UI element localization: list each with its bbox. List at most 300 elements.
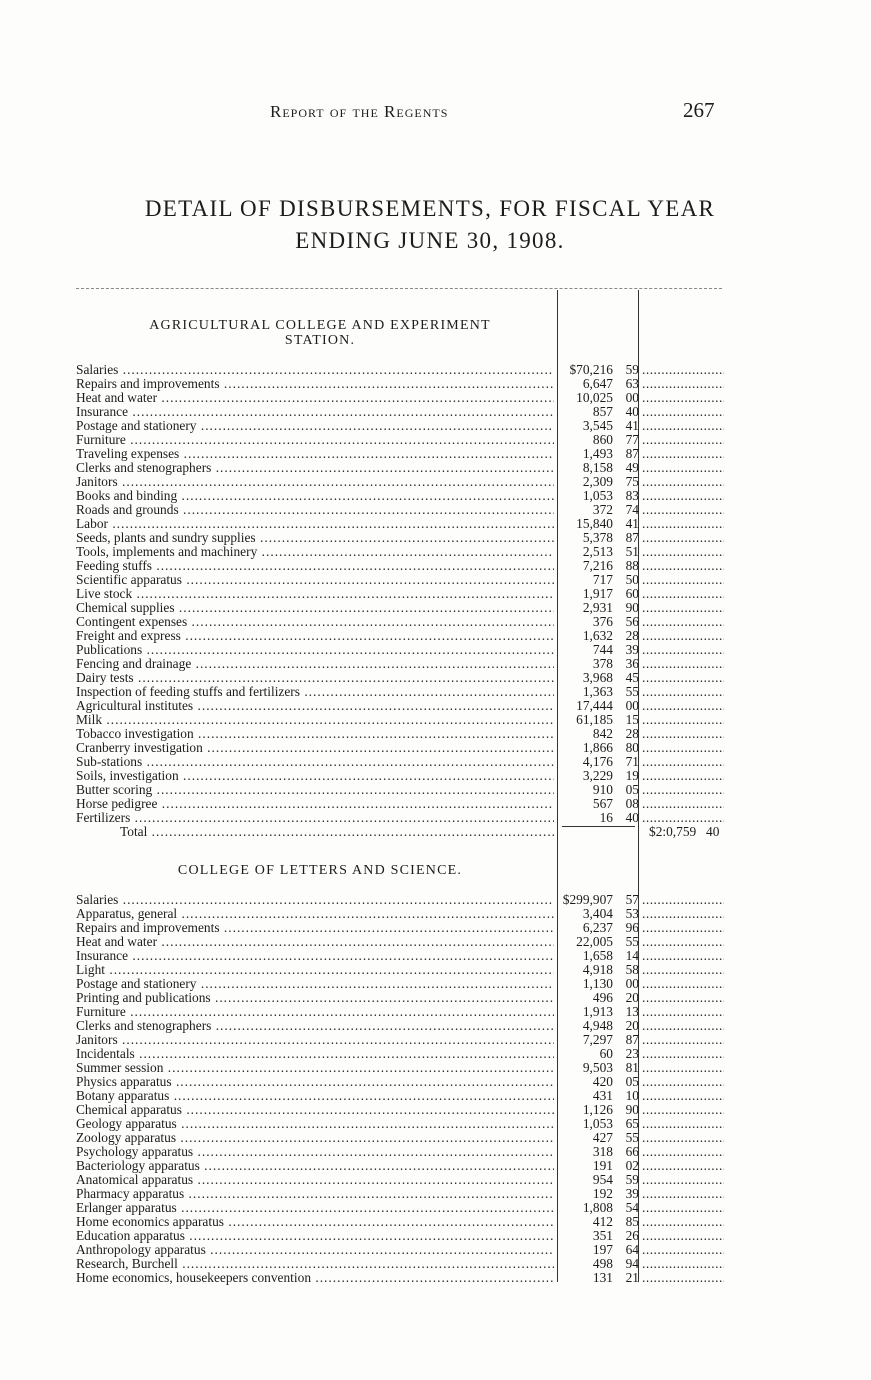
row-amount-dollars: 567 <box>592 796 613 811</box>
total-column-leader <box>642 963 724 977</box>
row-amount-cents: 23 <box>625 1046 639 1061</box>
table-row <box>76 1047 726 1061</box>
table-row <box>76 1229 726 1243</box>
total-label: Total ..... <box>120 825 554 839</box>
row-amount-dollars: 60 <box>599 1046 613 1061</box>
table-row <box>76 363 726 377</box>
table-row <box>76 531 726 545</box>
total-column-leader <box>642 587 724 601</box>
row-label: Live stock ..... <box>76 587 554 601</box>
row-amount-cents: 39 <box>625 1186 639 1201</box>
row-amount-dollars: 1,363 <box>582 684 613 699</box>
row-amount-cents: 15 <box>625 712 639 727</box>
row-amount-dollars: 192 <box>592 1186 613 1201</box>
row-amount-cents: 02 <box>625 1158 639 1173</box>
row-amount-dollars: 954 <box>592 1172 613 1187</box>
total-column-leader <box>642 1243 724 1257</box>
row-label: Summer session ..... <box>76 1061 554 1075</box>
total-column-leader <box>642 1173 724 1187</box>
total-column-leader <box>642 1103 724 1117</box>
total-column-leader <box>642 517 724 531</box>
row-label: Feeding stuffs ..... <box>76 559 554 573</box>
table-row <box>76 755 726 769</box>
total-column-leader <box>642 629 724 643</box>
table-row <box>76 713 726 727</box>
row-label: Pharmacy apparatus ..... <box>76 1187 554 1201</box>
total-column-leader <box>642 489 724 503</box>
total-column-leader <box>642 363 724 377</box>
row-amount-cents: 83 <box>625 488 639 503</box>
total-column-leader <box>642 1145 724 1159</box>
table-row <box>76 433 726 447</box>
table-row <box>76 517 726 531</box>
row-label: Salaries ..... <box>76 363 554 377</box>
row-label: Heat and water ..... <box>76 391 554 405</box>
row-label: Anatomical apparatus ..... <box>76 1173 554 1187</box>
row-label: Books and binding ..... <box>76 489 554 503</box>
table-row <box>76 601 726 615</box>
row-label: Freight and express ..... <box>76 629 554 643</box>
row-label: Postage and stationery ..... <box>76 977 554 991</box>
table-row <box>76 657 726 671</box>
title-line-1: DETAIL OF DISBURSEMENTS, FOR FISCAL YEAR <box>144 196 716 221</box>
row-amount-cents: 00 <box>625 698 639 713</box>
total-column-leader <box>642 447 724 461</box>
row-amount-cents: 14 <box>625 948 639 963</box>
row-amount-dollars: 1,917 <box>582 586 613 601</box>
row-label: Tools, implements and machinery ..... <box>76 545 554 559</box>
row-amount-dollars: 15,840 <box>576 516 613 531</box>
table-row <box>76 741 726 755</box>
row-amount-cents: 96 <box>625 920 639 935</box>
table-row <box>76 1201 726 1215</box>
row-amount-cents: 87 <box>625 530 639 545</box>
table-row <box>76 685 726 699</box>
row-amount-cents: 87 <box>625 446 639 461</box>
total-column-leader <box>642 1005 724 1019</box>
row-label: Sub-stations ..... <box>76 755 554 769</box>
total-column-leader <box>642 461 724 475</box>
table-row <box>76 643 726 657</box>
row-amount-dollars: 197 <box>592 1242 613 1257</box>
row-amount-dollars: 498 <box>592 1256 613 1271</box>
total-row <box>76 825 726 839</box>
row-label: Janitors ..... <box>76 475 554 489</box>
table-row <box>76 573 726 587</box>
total-column-leader <box>642 671 724 685</box>
table-row <box>76 545 726 559</box>
disbursement-list-letters-science <box>76 893 726 1285</box>
table-row <box>76 811 726 825</box>
total-column-leader <box>642 559 724 573</box>
total-column-leader <box>642 1271 724 1285</box>
total-column-leader <box>642 1131 724 1145</box>
row-amount-cents: 20 <box>625 990 639 1005</box>
document-title <box>70 193 790 257</box>
total-column-leader <box>642 1257 724 1271</box>
row-amount-cents: 65 <box>625 1116 639 1131</box>
table-row <box>76 963 726 977</box>
table-row <box>76 503 726 517</box>
row-label: Janitors ..... <box>76 1033 554 1047</box>
page-number: 267 <box>683 98 715 122</box>
total-column-leader <box>642 1047 724 1061</box>
row-amount-cents: 87 <box>625 1032 639 1047</box>
row-amount-cents: 85 <box>625 1214 639 1229</box>
table-row <box>76 1159 726 1173</box>
row-amount-dollars: 318 <box>592 1144 613 1159</box>
row-amount-cents: 10 <box>625 1088 639 1103</box>
row-label: Home economics, housekeepers convention ..... <box>76 1271 554 1285</box>
row-amount-dollars: 1,053 <box>582 488 613 503</box>
row-label: Fertilizers ..... <box>76 811 554 825</box>
row-amount-dollars: 131 <box>592 1270 613 1285</box>
table-row <box>76 419 726 433</box>
row-amount-dollars: 744 <box>592 642 613 657</box>
total-column-leader <box>642 1187 724 1201</box>
row-amount-cents: 94 <box>625 1256 639 1271</box>
row-amount-cents: 41 <box>625 516 639 531</box>
table-row <box>76 461 726 475</box>
row-amount-cents: 77 <box>625 432 639 447</box>
total-column-leader <box>642 977 724 991</box>
total-column-leader <box>642 1019 724 1033</box>
row-amount-cents: 53 <box>625 906 639 921</box>
row-amount-cents: 60 <box>625 586 639 601</box>
total-column-leader <box>642 1201 724 1215</box>
row-amount-cents: 75 <box>625 474 639 489</box>
row-label: Salaries ..... <box>76 893 554 907</box>
top-rule <box>76 288 722 289</box>
table-row <box>76 797 726 811</box>
row-amount-dollars: 5,378 <box>582 530 613 545</box>
row-amount-cents: 74 <box>625 502 639 517</box>
row-amount-dollars: 1,632 <box>582 628 613 643</box>
table-row <box>76 935 726 949</box>
table-row <box>76 699 726 713</box>
row-amount-dollars: 3,404 <box>582 906 613 921</box>
total-column-leader <box>642 811 724 825</box>
total-column-leader <box>642 699 724 713</box>
table-row <box>76 1173 726 1187</box>
row-amount-cents: 50 <box>625 572 639 587</box>
row-label: Clerks and stenographers ..... <box>76 1019 554 1033</box>
row-amount-cents: 56 <box>625 614 639 629</box>
row-label: Clerks and stenographers ..... <box>76 461 554 475</box>
table-row <box>76 405 726 419</box>
row-amount-cents: 26 <box>625 1228 639 1243</box>
row-amount-dollars: 351 <box>592 1228 613 1243</box>
total-column-leader <box>642 769 724 783</box>
total-column-leader <box>642 727 724 741</box>
row-label: Physics apparatus ..... <box>76 1075 554 1089</box>
row-amount-dollars: 10,025 <box>576 390 613 405</box>
table-row <box>76 629 726 643</box>
row-label: Agricultural institutes ..... <box>76 699 554 713</box>
row-amount-cents: 90 <box>625 1102 639 1117</box>
total-amount-cents: 40 <box>706 824 720 839</box>
row-amount-dollars: 496 <box>592 990 613 1005</box>
table-row <box>76 489 726 503</box>
row-amount-dollars: $299,907 <box>562 892 613 907</box>
row-label: Butter scoring ..... <box>76 783 554 797</box>
row-amount-dollars: 372 <box>592 502 613 517</box>
table-row <box>76 921 726 935</box>
row-amount-dollars: 376 <box>592 614 613 629</box>
total-column-leader <box>642 1089 724 1103</box>
table-row <box>76 1257 726 1271</box>
row-amount-dollars: 1,493 <box>582 446 613 461</box>
row-label: Horse pedigree ..... <box>76 797 554 811</box>
row-label: Insurance ..... <box>76 949 554 963</box>
row-label: Fencing and drainage ..... <box>76 657 554 671</box>
row-amount-cents: 63 <box>625 376 639 391</box>
row-amount-cents: 05 <box>625 1074 639 1089</box>
row-amount-cents: 49 <box>625 460 639 475</box>
row-amount-cents: 59 <box>625 362 639 377</box>
row-label: Repairs and improvements ..... <box>76 377 554 391</box>
row-label: Dairy tests ..... <box>76 671 554 685</box>
row-label: Publications ..... <box>76 643 554 657</box>
row-amount-cents: 20 <box>625 1018 639 1033</box>
table-row <box>76 475 726 489</box>
row-label: Milk ..... <box>76 713 554 727</box>
row-amount-dollars: 1,808 <box>582 1200 613 1215</box>
total-column-leader <box>642 545 724 559</box>
row-amount-cents: 71 <box>625 754 639 769</box>
row-label: Chemical supplies ..... <box>76 601 554 615</box>
row-amount-dollars: 3,229 <box>582 768 613 783</box>
table-row <box>76 949 726 963</box>
total-column-leader <box>642 907 724 921</box>
row-amount-dollars: 16 <box>599 810 613 825</box>
total-column-leader <box>642 783 724 797</box>
row-label: Furniture ..... <box>76 1005 554 1019</box>
row-label: Chemical apparatus ..... <box>76 1103 554 1117</box>
row-label: Traveling expenses ..... <box>76 447 554 461</box>
row-label: Insurance ..... <box>76 405 554 419</box>
row-label: Tobacco investigation ..... <box>76 727 554 741</box>
row-amount-cents: 21 <box>625 1270 639 1285</box>
row-label: Scientific apparatus ..... <box>76 573 554 587</box>
row-amount-dollars: 6,647 <box>582 376 613 391</box>
table-row <box>76 1103 726 1117</box>
table-row <box>76 727 726 741</box>
row-amount-dollars: 2,513 <box>582 544 613 559</box>
row-amount-cents: 81 <box>625 1060 639 1075</box>
row-amount-cents: 39 <box>625 642 639 657</box>
row-amount-dollars: 9,503 <box>582 1060 613 1075</box>
table-row <box>76 1089 726 1103</box>
row-amount-dollars: 1,913 <box>582 1004 613 1019</box>
total-column-leader <box>642 1061 724 1075</box>
row-label: Incidentals ..... <box>76 1047 554 1061</box>
total-column-leader <box>642 405 724 419</box>
row-amount-cents: 41 <box>625 418 639 433</box>
row-label: Cranberry investigation ..... <box>76 741 554 755</box>
row-amount-dollars: 22,005 <box>576 934 613 949</box>
row-amount-dollars: 1,053 <box>582 1116 613 1131</box>
row-label: Repairs and improvements ..... <box>76 921 554 935</box>
row-amount-cents: 19 <box>625 768 639 783</box>
row-label: Apparatus, general ..... <box>76 907 554 921</box>
total-column-leader <box>642 419 724 433</box>
row-label: Zoology apparatus ..... <box>76 1131 554 1145</box>
row-label: Heat and water ..... <box>76 935 554 949</box>
table-row <box>76 377 726 391</box>
row-amount-cents: 51 <box>625 544 639 559</box>
row-label: Education apparatus ..... <box>76 1229 554 1243</box>
row-label: Botany apparatus ..... <box>76 1089 554 1103</box>
row-label: Printing and publications ..... <box>76 991 554 1005</box>
row-label: Roads and grounds ..... <box>76 503 554 517</box>
row-amount-dollars: 191 <box>592 1158 613 1173</box>
total-column-leader <box>642 893 724 907</box>
table-row <box>76 769 726 783</box>
row-amount-cents: 64 <box>625 1242 639 1257</box>
total-column-leader <box>642 921 724 935</box>
table-row <box>76 1187 726 1201</box>
table-row <box>76 615 726 629</box>
row-amount-cents: 08 <box>625 796 639 811</box>
section-title-letters-science: COLLEGE OF LETTERS AND SCIENCE. <box>177 863 463 878</box>
total-column-leader <box>642 391 724 405</box>
row-amount-dollars: 420 <box>592 1074 613 1089</box>
sum-rule <box>562 826 635 827</box>
row-amount-cents: 58 <box>625 962 639 977</box>
table-row <box>76 1215 726 1229</box>
row-amount-dollars: 1,130 <box>582 976 613 991</box>
row-amount-cents: 88 <box>625 558 639 573</box>
row-amount-cents: 00 <box>625 390 639 405</box>
table-row <box>76 1005 726 1019</box>
total-column-leader <box>642 685 724 699</box>
table-row <box>76 1019 726 1033</box>
total-column-leader <box>642 1215 724 1229</box>
row-amount-dollars: 378 <box>592 656 613 671</box>
row-amount-dollars: 4,176 <box>582 754 613 769</box>
row-amount-dollars: 2,309 <box>582 474 613 489</box>
total-column-leader <box>642 657 724 671</box>
row-amount-cents: 00 <box>625 976 639 991</box>
table-row <box>76 1075 726 1089</box>
table-row <box>76 1243 726 1257</box>
table-row <box>76 587 726 601</box>
total-column-leader <box>642 991 724 1005</box>
row-amount-dollars: 842 <box>592 726 613 741</box>
row-amount-dollars: 8,158 <box>582 460 613 475</box>
total-column-leader <box>642 797 724 811</box>
row-amount-dollars: 1,658 <box>582 948 613 963</box>
row-amount-dollars: 860 <box>592 432 613 447</box>
row-amount-dollars: 1,866 <box>582 740 613 755</box>
total-column-leader <box>642 1229 724 1243</box>
row-amount-cents: 28 <box>625 726 639 741</box>
table-row <box>76 1131 726 1145</box>
row-label: Furniture ..... <box>76 433 554 447</box>
title-line-2: ENDING JUNE 30, 1908. <box>295 228 565 253</box>
row-amount-cents: 59 <box>625 1172 639 1187</box>
row-amount-dollars: 17,444 <box>576 698 613 713</box>
table-row <box>76 1033 726 1047</box>
row-label: Anthropology apparatus ..... <box>76 1243 554 1257</box>
row-amount-dollars: 61,185 <box>576 712 613 727</box>
row-label: Inspection of feeding stuffs and fertilizers ..... <box>76 685 554 699</box>
table-row <box>76 1061 726 1075</box>
row-amount-cents: 36 <box>625 656 639 671</box>
total-column-leader <box>642 713 724 727</box>
row-amount-cents: 40 <box>625 810 639 825</box>
row-label: Home economics apparatus ..... <box>76 1215 554 1229</box>
row-amount-dollars: 910 <box>592 782 613 797</box>
table-row <box>76 991 726 1005</box>
row-amount-dollars: 2,931 <box>582 600 613 615</box>
row-label: Geology apparatus ..... <box>76 1117 554 1131</box>
row-label: Contingent expenses ..... <box>76 615 554 629</box>
row-amount-dollars: 6,237 <box>582 920 613 935</box>
table-row <box>76 1117 726 1131</box>
row-amount-dollars: 4,948 <box>582 1018 613 1033</box>
table-row <box>76 977 726 991</box>
row-amount-cents: 57 <box>625 892 639 907</box>
row-amount-cents: 66 <box>625 1144 639 1159</box>
row-amount-cents: 55 <box>625 934 639 949</box>
total-column-leader <box>642 643 724 657</box>
row-amount-dollars: $70,216 <box>569 362 613 377</box>
row-amount-cents: 40 <box>625 404 639 419</box>
row-amount-dollars: 717 <box>592 572 613 587</box>
row-amount-dollars: 857 <box>592 404 613 419</box>
total-column-leader <box>642 601 724 615</box>
total-column-leader <box>642 433 724 447</box>
row-amount-cents: 28 <box>625 628 639 643</box>
total-column-leader <box>642 503 724 517</box>
row-amount-dollars: 4,918 <box>582 962 613 977</box>
total-column-leader <box>642 615 724 629</box>
row-amount-cents: 55 <box>625 1130 639 1145</box>
total-column-leader <box>642 1033 724 1047</box>
row-amount-cents: 80 <box>625 740 639 755</box>
section-title-agricultural: AGRICULTURAL COLLEGE AND EXPERIMENT STATION. <box>149 318 491 348</box>
row-label: Soils, investigation ..... <box>76 769 554 783</box>
row-amount-dollars: 3,968 <box>582 670 613 685</box>
table-row <box>76 907 726 921</box>
row-amount-cents: 13 <box>625 1004 639 1019</box>
total-amount-dollars: $2:0,759 <box>649 824 697 839</box>
total-column-leader <box>642 1117 724 1131</box>
total-column-leader <box>642 1075 724 1089</box>
table-row <box>76 559 726 573</box>
row-label: Erlanger apparatus ..... <box>76 1201 554 1215</box>
total-column-leader <box>642 741 724 755</box>
total-column-leader <box>642 377 724 391</box>
total-column-leader <box>642 755 724 769</box>
total-column-leader <box>642 935 724 949</box>
total-column-leader <box>642 531 724 545</box>
total-column-leader <box>642 573 724 587</box>
row-amount-cents: 45 <box>625 670 639 685</box>
row-amount-cents: 55 <box>625 684 639 699</box>
table-row <box>76 1145 726 1159</box>
row-amount-dollars: 1,126 <box>582 1102 613 1117</box>
table-row <box>76 671 726 685</box>
table-row <box>76 783 726 797</box>
row-label: Psychology apparatus ..... <box>76 1145 554 1159</box>
row-amount-dollars: 7,216 <box>582 558 613 573</box>
row-amount-cents: 90 <box>625 600 639 615</box>
table-row <box>76 391 726 405</box>
row-amount-cents: 05 <box>625 782 639 797</box>
